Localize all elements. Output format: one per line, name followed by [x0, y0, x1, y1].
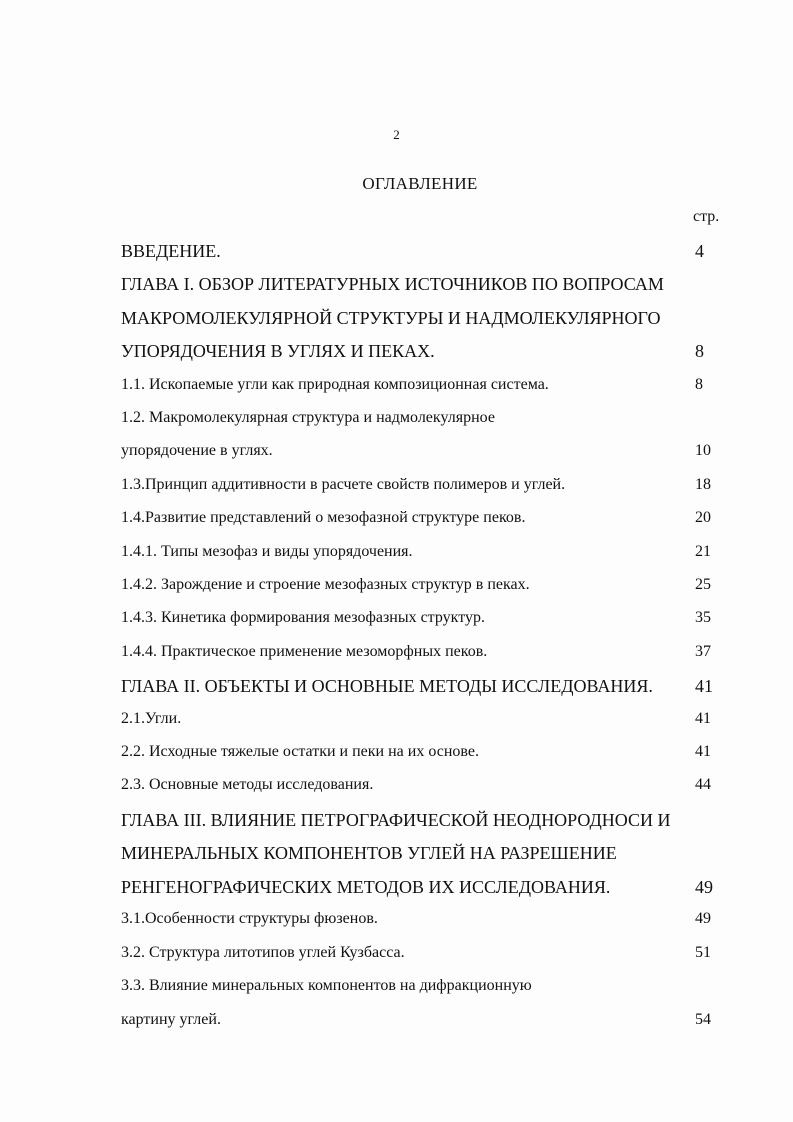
toc-entry-title: ГЛАВА II. ОБЪЕКТЫ И ОСНОВНЫЕ МЕТОДЫ ИССЛЕДОВАНИЯ.	[121, 676, 653, 696]
toc-entry-page: 8	[695, 341, 704, 361]
toc-entry-title: 1.1. Ископаемые угли как природная композиционная система.	[121, 376, 549, 393]
toc-entry-title: 1.4.1. Типы мезофаз и виды упорядочения.	[121, 543, 413, 560]
toc-entry-page: 20	[695, 509, 711, 526]
toc-entry-page: 41	[695, 743, 711, 760]
document-title: ОГЛАВЛЕНИЕ	[362, 174, 478, 193]
toc-entry-page: 35	[695, 609, 711, 626]
toc-entry-page: 21	[695, 543, 711, 560]
toc-entry-title: УПОРЯДОЧЕНИЯ В УГЛЯХ И ПЕКАХ.	[121, 341, 435, 361]
toc-entry-page: 18	[695, 476, 711, 493]
toc-entry-page: 4	[695, 241, 704, 261]
toc-entry-title: ГЛАВА III. ВЛИЯНИЕ ПЕТРОГРАФИЧЕСКОЙ НЕОДНОРОДНОСИ И	[121, 810, 671, 830]
toc-entry-page: 51	[695, 944, 711, 961]
toc-entry-page: 10	[695, 442, 711, 459]
toc-entry-title: 1.4.4. Практическое применение мезоморфных пеков.	[121, 643, 488, 660]
toc-entry-page: 8	[695, 376, 703, 393]
toc-entry-title: МАКРОМОЛЕКУЛЯРНОЙ СТРУКТУРЫ И НАДМОЛЕКУЛЯРНОГО	[121, 308, 661, 328]
toc-entry-title: 3.1.Особенности структуры фюзенов.	[121, 910, 378, 927]
toc-entry-page: 25	[695, 576, 711, 593]
toc-entry-title: 2.3. Основные методы исследования.	[121, 776, 374, 793]
toc-entry-page: 44	[695, 776, 711, 793]
toc-entry-title: 2.1.Угли.	[121, 710, 182, 727]
toc-entry-title: 1.4.Развитие представлений о мезофазной структуре пеков.	[121, 509, 526, 526]
toc-entry-title: упорядочение в углях.	[121, 442, 273, 459]
toc-entry-title: МИНЕРАЛЬНЫХ КОМПОНЕНТОВ УГЛЕЙ НА РАЗРЕШЕНИЕ	[121, 843, 617, 863]
toc-entry-title: ГЛАВА I. ОБЗОР ЛИТЕРАТУРНЫХ ИСТОЧНИКОВ ПО ВОПРОСАМ	[121, 274, 664, 294]
toc-entry-title: 3.3. Влияние минеральных компонентов на дифракционную	[121, 977, 532, 994]
toc-entry-title: картину углей.	[121, 1011, 221, 1028]
page-column-label: стр.	[693, 208, 720, 225]
toc-entry-title: РЕНГЕНОГРАФИЧЕСКИХ МЕТОДОВ ИХ ИССЛЕДОВАНИЯ.	[121, 877, 611, 897]
page-number: 2	[393, 127, 400, 142]
toc-entry-page: 49	[695, 877, 713, 897]
toc-entry-title: 1.3.Принцип аддитивности в расчете свойств полимеров и углей.	[121, 476, 566, 493]
toc-entry-title: 1.4.3. Кинетика формирования мезофазных структур.	[121, 609, 485, 626]
toc-entry-title: 3.2. Структура литотипов углей Кузбасса.	[121, 944, 405, 961]
toc-entry-page: 54	[695, 1011, 711, 1028]
toc-entry-page: 41	[695, 710, 711, 727]
toc-entry-title: 2.2. Исходные тяжелые остатки и пеки на их основе.	[121, 743, 479, 760]
toc-entry-page: 37	[695, 643, 711, 660]
toc-entry-page: 49	[695, 910, 711, 927]
toc-entry-page: 41	[695, 676, 713, 696]
toc-entry-title: 1.4.2. Зарождение и строение мезофазных структур в пеках.	[121, 576, 530, 593]
toc-entry-title: 1.2. Макромолекулярная структура и надмолекулярное	[121, 409, 495, 426]
toc-entry-title: ВВЕДЕНИЕ.	[121, 241, 221, 261]
